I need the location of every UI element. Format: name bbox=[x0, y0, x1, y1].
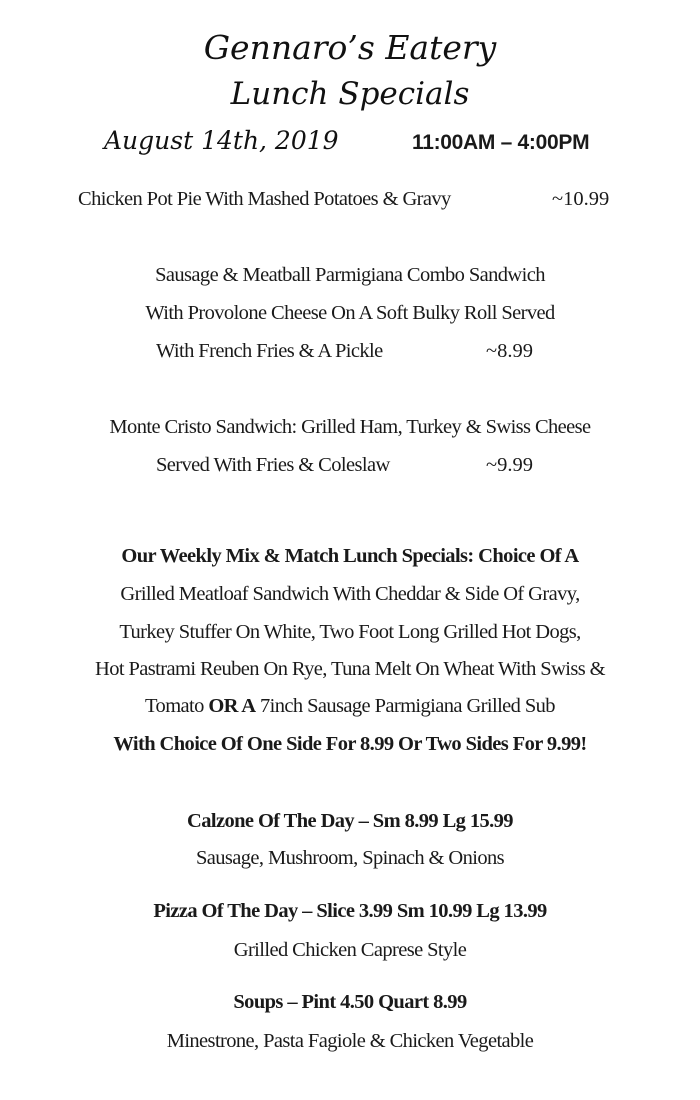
special-2-line-3: With French Fries & A Pickle bbox=[156, 340, 383, 362]
weekly-heading: Our Weekly Mix & Match Lunch Specials: Choice Of A bbox=[121, 545, 579, 567]
special-3-price: ~9.99 bbox=[486, 454, 533, 476]
soups-heading: Soups – Pint 4.50 Quart 8.99 bbox=[233, 991, 467, 1013]
menu-date: August 14th, 2019 bbox=[104, 126, 339, 155]
soups-description: Minestrone, Pasta Fagiole & Chicken Vegetable bbox=[166, 1030, 534, 1052]
menu-title: Lunch Specials bbox=[230, 76, 470, 112]
special-3-line-2: Served With Fries & Coleslaw bbox=[156, 454, 390, 476]
weekly-line-4-start: Tomato bbox=[145, 695, 209, 717]
pizza-heading: Pizza Of The Day – Slice 3.99 Sm 10.99 Lg 13.99 bbox=[153, 900, 547, 922]
calzone-description: Sausage, Mushroom, Spinach & Onions bbox=[195, 847, 505, 869]
special-3-line-1: Monte Cristo Sandwich: Grilled Ham, Turkey & Swiss Cheese bbox=[109, 416, 591, 438]
special-1-price: ~10.99 bbox=[552, 188, 610, 210]
weekly-line-4 bbox=[0, 695, 700, 718]
special-2-line-1: Sausage & Meatball Parmigiana Combo Sandwich bbox=[155, 264, 545, 286]
weekly-line-4-end: 7inch Sausage Parmigiana Grilled Sub bbox=[255, 695, 555, 717]
service-hours: 11:00AM – 4:00PM bbox=[412, 131, 590, 154]
weekly-line-2: Turkey Stuffer On White, Two Foot Long Grilled Hot Dogs, bbox=[119, 621, 581, 643]
special-1-line-1: Chicken Pot Pie With Mashed Potatoes & Gravy bbox=[78, 188, 451, 210]
restaurant-name: Gennaro’s Eatery bbox=[203, 28, 497, 67]
special-2-line-2: With Provolone Cheese On A Soft Bulky Roll Served bbox=[145, 302, 555, 324]
calzone-heading: Calzone Of The Day – Sm 8.99 Lg 15.99 bbox=[187, 810, 513, 832]
weekly-line-3: Hot Pastrami Reuben On Rye, Tuna Melt On Wheat With Swiss & bbox=[95, 658, 605, 680]
pizza-description: Grilled Chicken Caprese Style bbox=[233, 939, 467, 961]
weekly-or-a: OR A bbox=[208, 695, 256, 717]
special-2-price: ~8.99 bbox=[486, 340, 533, 362]
weekly-footer: With Choice Of One Side For 8.99 Or Two Sides For 9.99! bbox=[113, 733, 587, 755]
weekly-line-1: Grilled Meatloaf Sandwich With Cheddar & Side Of Gravy, bbox=[120, 583, 580, 605]
